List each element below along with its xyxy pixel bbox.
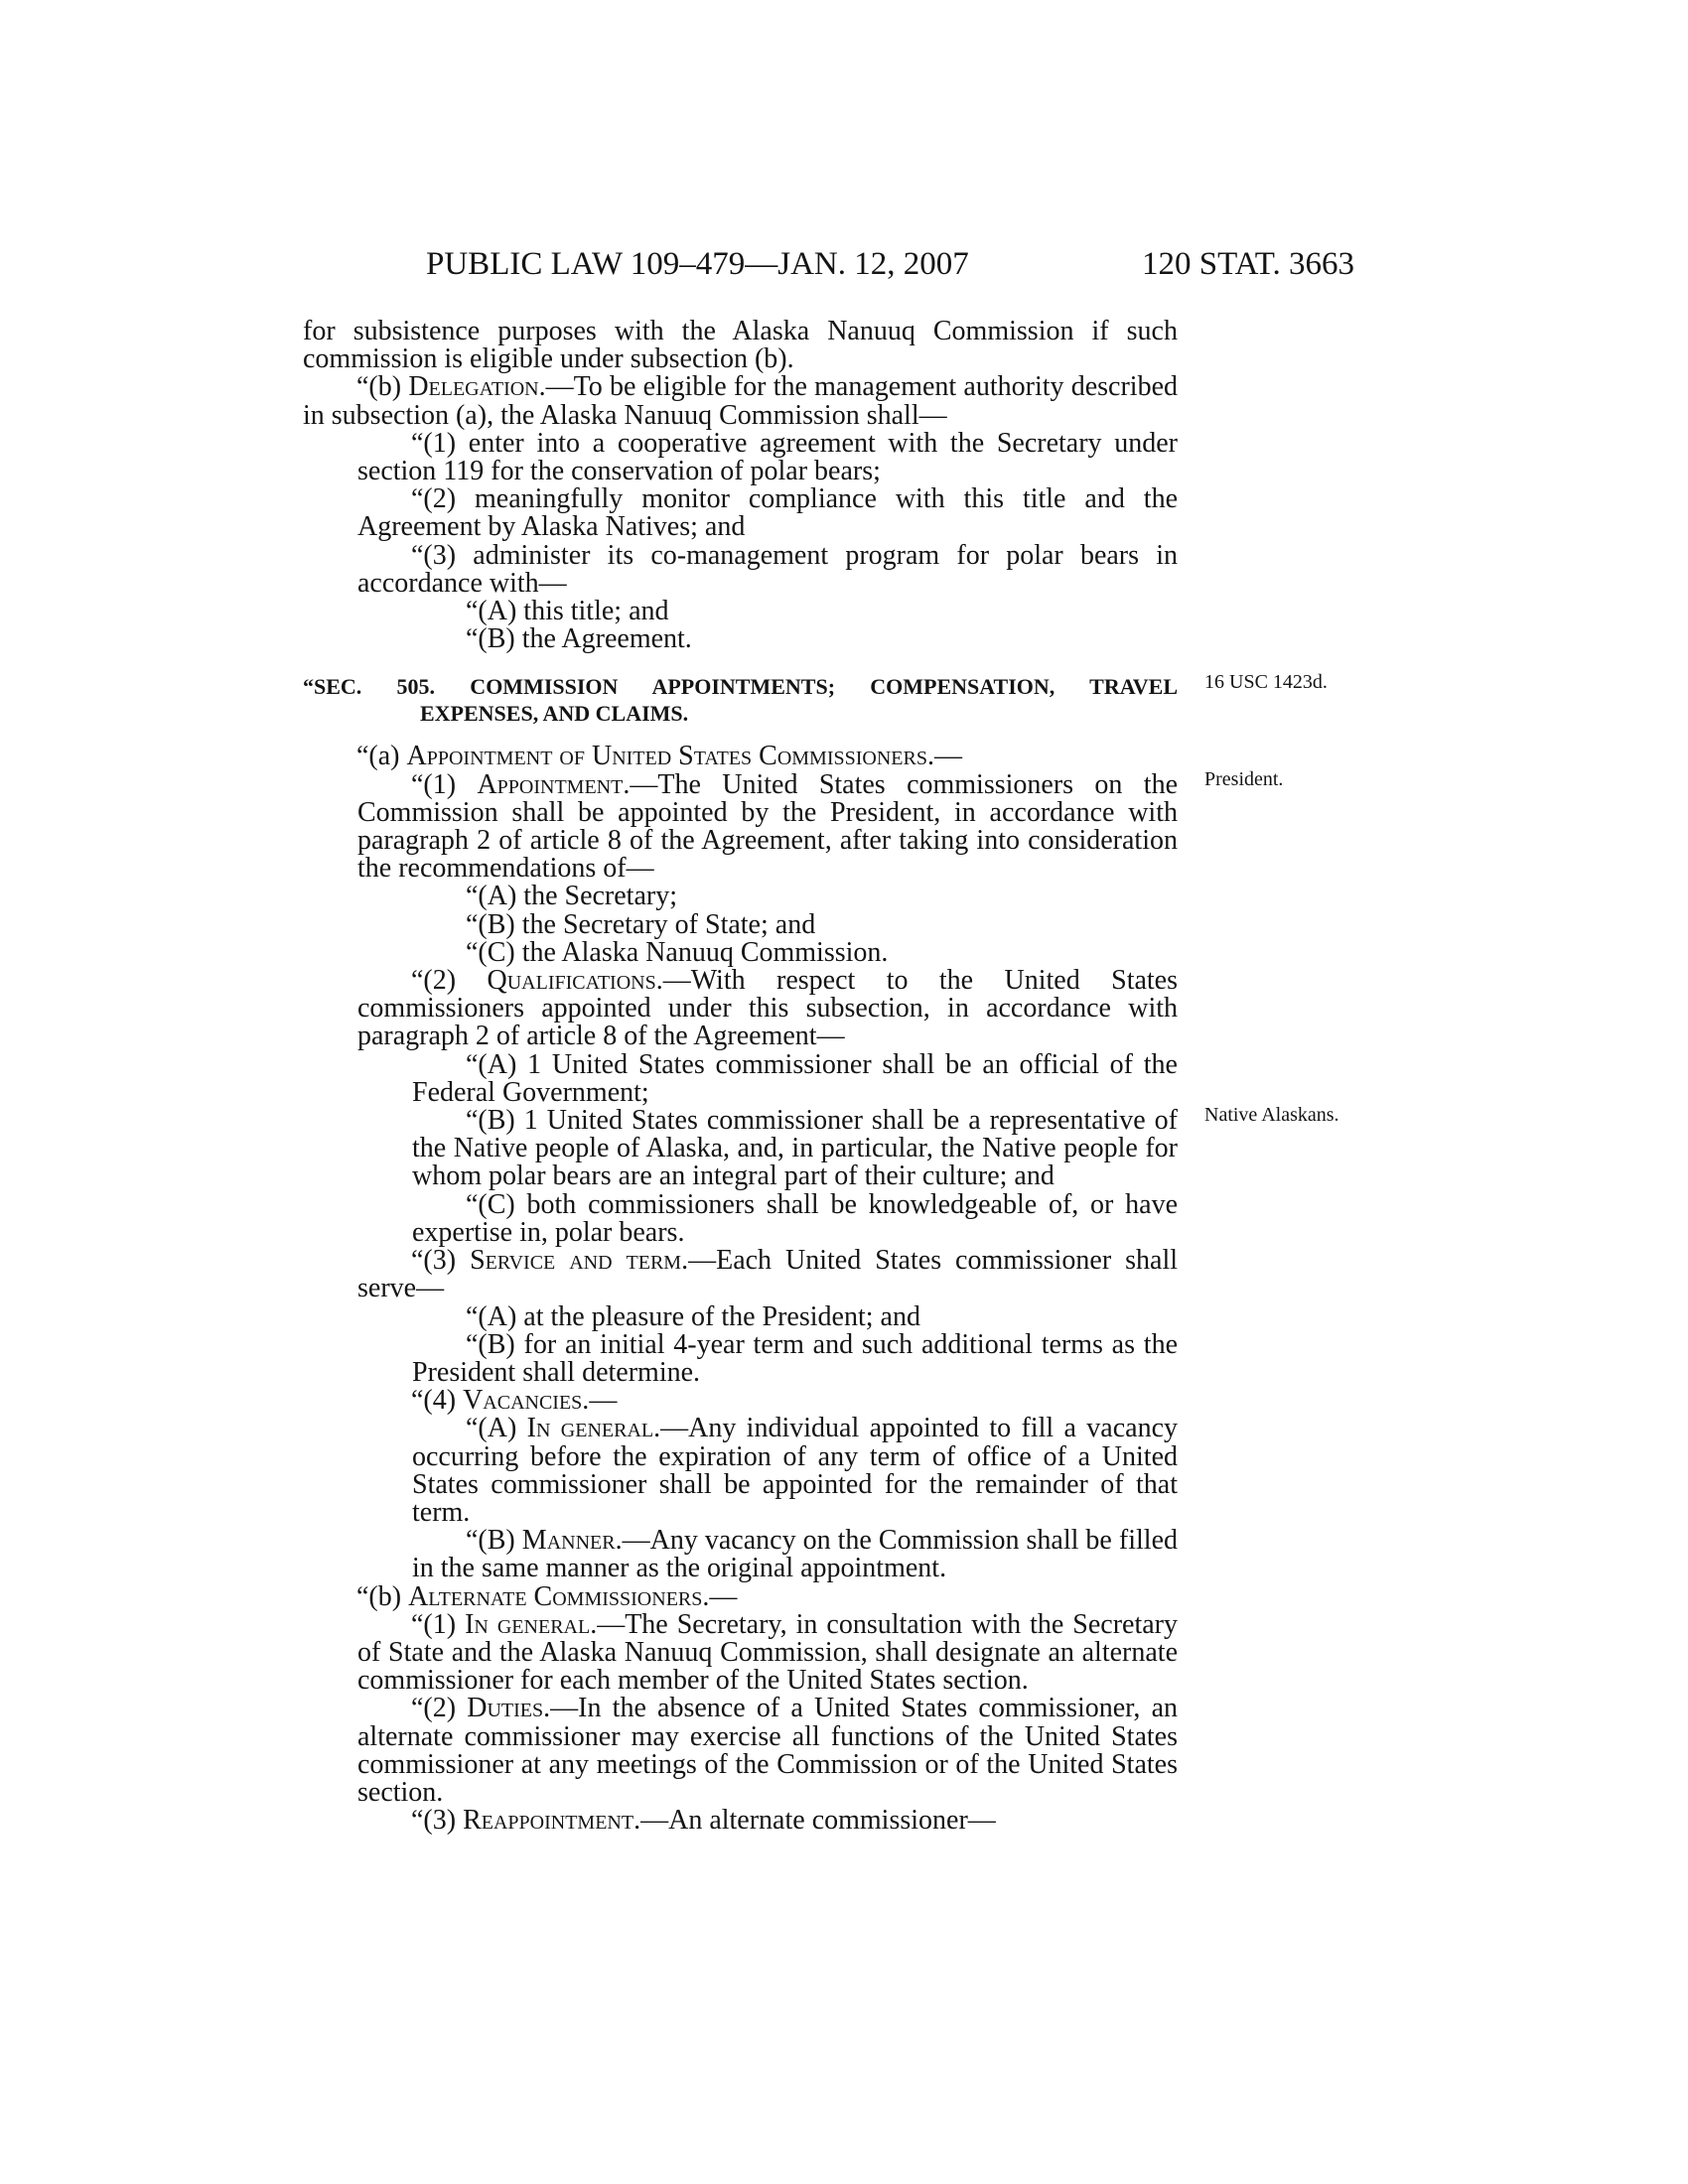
margin-note-president: President.: [1204, 768, 1284, 790]
paragraph: for subsistence purposes with the Alaska Nanuuq Commission if such commission is eligible under subsection (b).: [303, 316, 1178, 375]
section-caption: In general.: [465, 1608, 598, 1640]
paragraph: “(B) the Agreement.: [466, 623, 692, 655]
paragraph: “(B) 1 United States commissioner shall be a representative of the Native people of Alaska, and, in particular, the Native people for whom polar bears are an integral part of their culture; and: [412, 1105, 1178, 1192]
paragraph: “(3) Service and term.—Each United States commissioner shall serve—: [357, 1245, 1179, 1304]
section-heading-line: EXPENSES, AND CLAIMS.: [420, 701, 689, 727]
section-caption: Delegation.: [408, 371, 546, 403]
paragraph-a-appointment: “(a) Appointment of United States Commissioners.—: [356, 741, 962, 772]
paragraph: “(3) administer its co-management program for polar bears in accordance with—: [357, 539, 1178, 599]
section-heading: [303, 673, 1178, 727]
section-caption: In general.: [526, 1413, 661, 1444]
running-header-law: PUBLIC LAW 109–479—JAN. 12, 2007: [426, 246, 969, 282]
paragraph: “(B) for an initial 4-year term and such additional terms as the President shall determine.: [412, 1328, 1178, 1388]
running-header-stat: 120 STAT. 3663: [1142, 246, 1355, 282]
section-caption: Appointment of United States Commissioners.: [406, 741, 934, 772]
paragraph: “(A) the Secretary;: [466, 881, 677, 912]
paragraph: “(C) both commissioners shall be knowledgeable of, or have expertise in, polar bears.: [412, 1188, 1178, 1248]
paragraph: “(2) Qualifications.—With respect to the United States commissioners appointed under this subsection, in accordance with paragraph 2 of article 8 of the Agreement—: [357, 965, 1179, 1052]
statute-text: [303, 318, 1178, 1835]
section-caption: Appointment.: [477, 768, 631, 800]
paragraph: “(A) 1 United States commissioner shall be an official of the Federal Government;: [412, 1048, 1178, 1108]
paragraph-b-alternate: “(b) Alternate Commissioners.—: [356, 1580, 738, 1612]
margin-note-usc: 16 USC 1423d.: [1204, 671, 1328, 693]
section-caption: Service and term.: [470, 1245, 689, 1277]
section-caption: Manner.: [521, 1525, 623, 1557]
paragraph: “(1) Appointment.—The United States commissioners on the Commission shall be appointed by the President, in accordance with paragraph 2 of article 8 of the Agreement, after taking into consideration the recommendations of—: [357, 768, 1178, 885]
margin-note-native-alaskans: Native Alaskans.: [1204, 1104, 1339, 1126]
paragraph: “(1) enter into a cooperative agreement with the Secretary under section 119 for the conservation of polar bears;: [357, 427, 1178, 487]
paragraph: “(1) In general.—The Secretary, in consultation with the Secretary of State and the Alaska Nanuuq Commission, shall designate an alternate commissioner for each member of the United States section.: [357, 1608, 1178, 1697]
paragraph: “(2) meaningfully monitor compliance with this title and the Agreement by Alaska Natives; and: [357, 483, 1178, 543]
section-caption: Alternate Commissioners.: [408, 1580, 710, 1612]
paragraph: “(B) Manner.—Any vacancy on the Commission shall be filled in the same manner as the original appointment.: [412, 1525, 1178, 1584]
paragraph: “(2) Duties.—In the absence of a United States commissioner, an alternate commissioner may exercise all functions of the United States commissioner at any meetings of the Commission or of the United States section.: [357, 1693, 1178, 1808]
section-caption: Vacancies.: [463, 1385, 590, 1417]
paragraph: “(4) Vacancies.—: [411, 1385, 618, 1417]
paragraph: “(B) the Secretary of State; and: [466, 908, 816, 940]
paragraph: “(A) at the pleasure of the President; and: [466, 1300, 920, 1332]
paragraph-b-delegation: “(b) Delegation.—To be eligible for the management authority described in subsection (a), the Alaska Nanuuq Commission shall—: [303, 371, 1179, 431]
paragraph: “(A) this title; and: [466, 596, 669, 627]
paragraph: “(A) In general.—Any individual appointed to fill a vacancy occurring before the expiration of any term of office of a United States commissioner shall be appointed for the remainder of that term.: [412, 1413, 1179, 1528]
section-caption: Reappointment.: [463, 1805, 641, 1837]
section-heading-line: “SEC. 505. COMMISSION APPOINTMENTS; COMPENSATION, TRAVEL: [303, 674, 1178, 700]
paragraph: “(C) the Alaska Nanuuq Commission.: [466, 936, 889, 968]
section-caption: Qualifications.: [487, 965, 663, 997]
section-caption: Duties.: [467, 1693, 551, 1724]
paragraph: “(3) Reappointment.—An alternate commissioner—: [411, 1805, 996, 1837]
